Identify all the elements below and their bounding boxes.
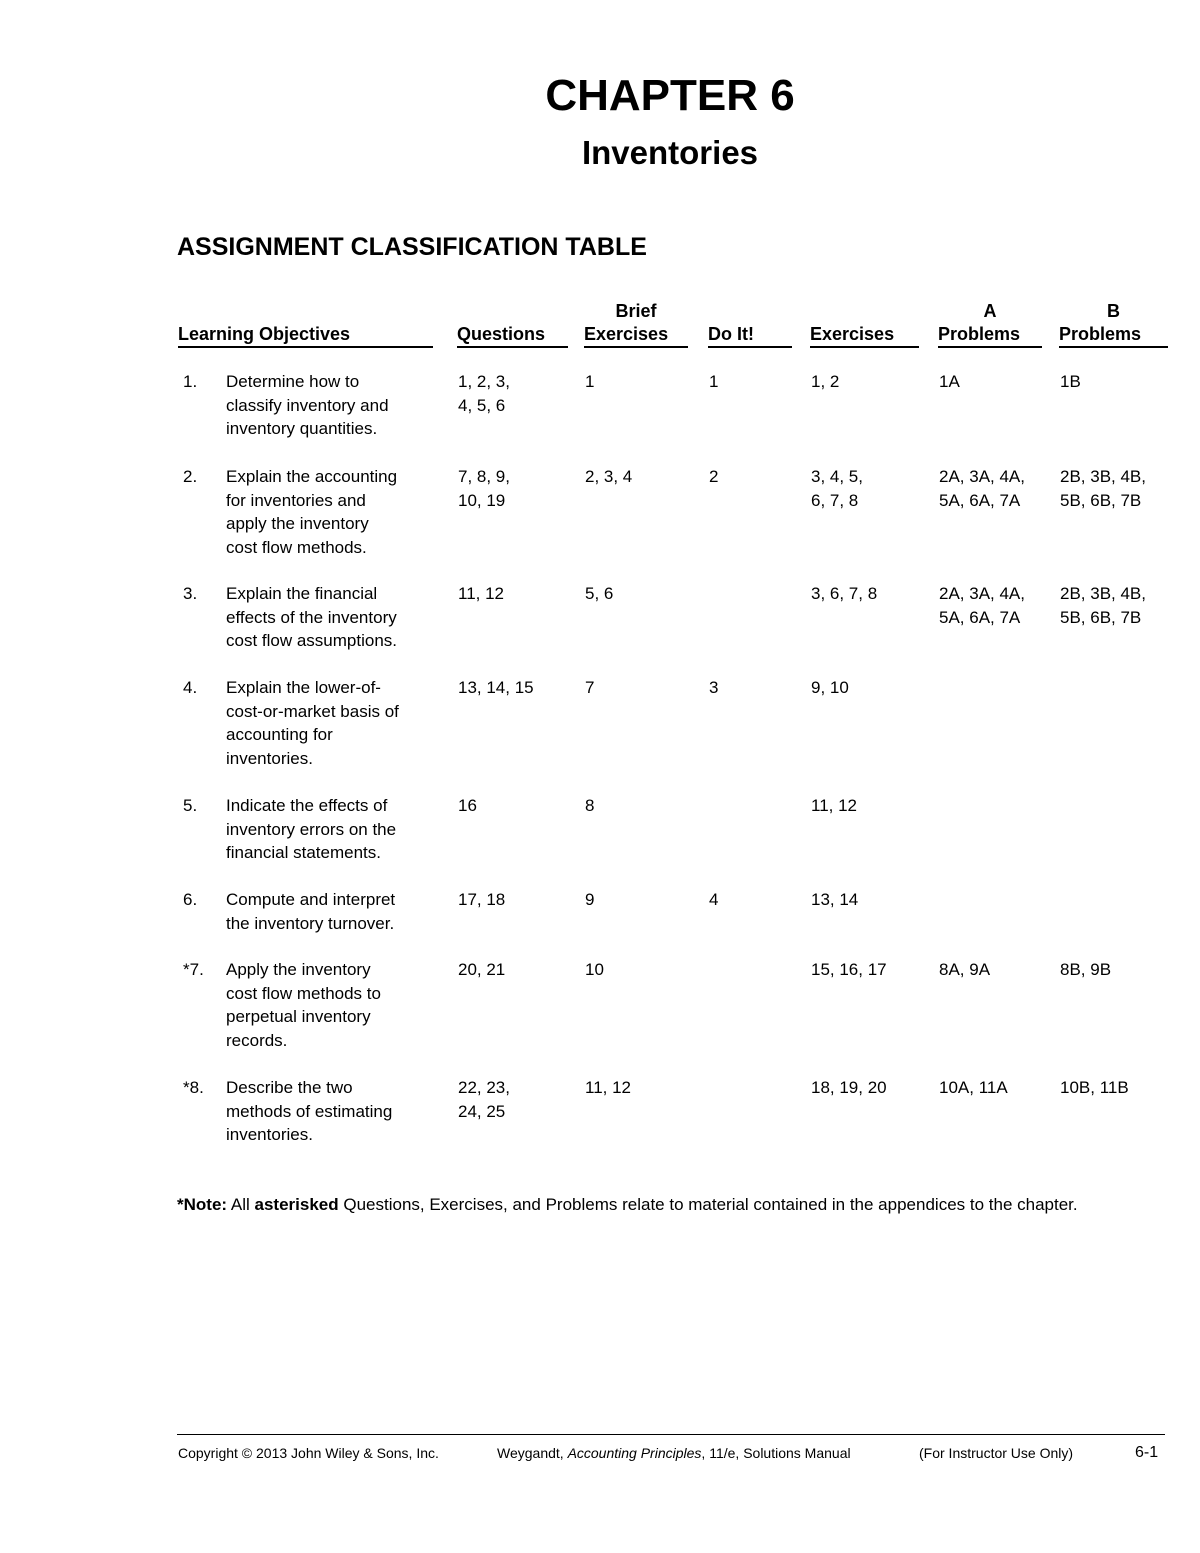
col-header-objectives: Learning Objectives [178,323,433,348]
exercises-cell: 9, 10 [811,678,849,697]
chapter-subtitle: Inventories [581,134,759,171]
objective-text: Apply the inventory cost flow methods to perpetual inventory records. [226,960,381,1050]
col-header-b-top: B [1107,301,1120,321]
b-problems-cell: 2B, 3B, 4B, 5B, 6B, 7B [1060,467,1146,510]
exercises-cell: 1, 2 [811,372,840,391]
questions-cell: 20, 21 [458,960,506,979]
objective-number: 4. [183,678,198,697]
exercises-cell: 11, 12 [811,796,858,815]
questions-cell: 13, 14, 15 [458,678,534,697]
objective-text: Compute and interpret the inventory turnover. [226,890,396,933]
objective-text: Determine how to classify inventory and inventory quantities. [226,372,389,438]
footer-copyright: Copyright © 2013 John Wiley & Sons, Inc. [178,1445,439,1461]
exercises-cell: 3, 4, 5, 6, 7, 8 [811,467,863,510]
questions-cell: 22, 23, 24, 25 [458,1078,510,1121]
col-header-brief-top: Brief [615,301,657,321]
objective-text: Explain the accounting for inventories and apply the inventory cost flow methods. [226,467,398,557]
a-problems-cell: 10A, 11A [939,1078,1008,1097]
brief-exercises-cell: 5, 6 [585,584,614,603]
brief-exercises-cell: 11, 12 [585,1078,632,1097]
b-problems-cell: 8B, 9B [1060,960,1112,979]
a-problems-cell: 8A, 9A [939,960,991,979]
objective-text: Explain the lower-of- cost-or-market basis of accounting for inventories. [226,678,399,768]
b-problems-cell: 10B, 11B [1060,1078,1129,1097]
questions-cell: 1, 2, 3, 4, 5, 6 [458,372,510,415]
objective-number: *7. [183,960,204,979]
b-problems-cell: 2B, 3B, 4B, 5B, 6B, 7B [1060,584,1146,627]
footnote-text: Questions, Exercises, and Problems relate to material contained in the appendices to the chapter. [343,1195,1078,1214]
objective-text: Describe the two methods of estimating inventories. [226,1078,393,1144]
exercises-cell: 18, 19, 20 [811,1078,887,1097]
questions-cell: 16 [458,796,477,815]
objective-number: *8. [183,1078,204,1097]
footer-rule [177,1434,1165,1435]
objective-number: 2. [183,467,198,486]
footnote-prefix: All [230,1195,250,1214]
a-problems-cell: 2A, 3A, 4A, 5A, 6A, 7A [939,584,1025,627]
footnote [177,1193,1162,1217]
objective-number: 5. [183,796,198,815]
footer-use-notice: (For Instructor Use Only) [919,1445,1074,1461]
exercises-cell: 3, 6, 7, 8 [811,584,878,603]
brief-exercises-cell: 9 [585,890,595,909]
questions-cell: 7, 8, 9, 10, 19 [458,467,510,510]
a-problems-cell: 2A, 3A, 4A, 5A, 6A, 7A [939,467,1025,510]
col-header-exercises: Exercises [810,323,919,348]
do-it-cell: 1 [709,372,719,391]
col-header-a-problems: Problems [938,323,1042,348]
footer-edition: , 11/e, Solutions Manual [701,1445,851,1461]
col-header-brief-exercises: Exercises [584,323,688,348]
footer-citation [497,1444,851,1462]
brief-exercises-cell: 10 [585,960,604,979]
b-problems-cell: 1B [1060,372,1081,391]
do-it-cell: 2 [709,467,719,486]
col-header-b-problems: Problems [1059,323,1168,348]
chapter-title: CHAPTER 6 [545,71,795,120]
questions-cell: 17, 18 [458,890,506,909]
objective-number: 1. [183,372,198,391]
brief-exercises-cell: 2, 3, 4 [585,467,633,486]
a-problems-cell: 1A [939,372,960,391]
brief-exercises-cell: 8 [585,796,595,815]
do-it-cell: 3 [709,678,719,697]
table-heading: ASSIGNMENT CLASSIFICATION TABLE [177,233,647,261]
exercises-cell: 13, 14 [811,890,859,909]
footnote-label: *Note: [177,1195,228,1214]
brief-exercises-cell: 7 [585,678,595,697]
questions-cell: 11, 12 [458,584,505,603]
col-header-a-top: A [983,301,997,321]
do-it-cell: 4 [709,890,719,909]
objective-text: Indicate the effects of inventory errors on the financial statements. [226,796,397,862]
col-header-questions: Questions [457,323,568,348]
footer-book-title: Accounting Principles [567,1445,702,1461]
objective-text: Explain the financial effects of the inventory cost flow assumptions. [226,584,398,650]
brief-exercises-cell: 1 [585,372,595,391]
objective-number: 6. [183,890,198,909]
footer-author: Weygandt, [497,1445,564,1461]
footnote-emphasis: asterisked [254,1195,339,1214]
col-header-do-it: Do It! [708,323,792,348]
objective-number: 3. [183,584,198,603]
footer-page-number: 6-1 [1135,1444,1159,1461]
exercises-cell: 15, 16, 17 [811,960,887,979]
